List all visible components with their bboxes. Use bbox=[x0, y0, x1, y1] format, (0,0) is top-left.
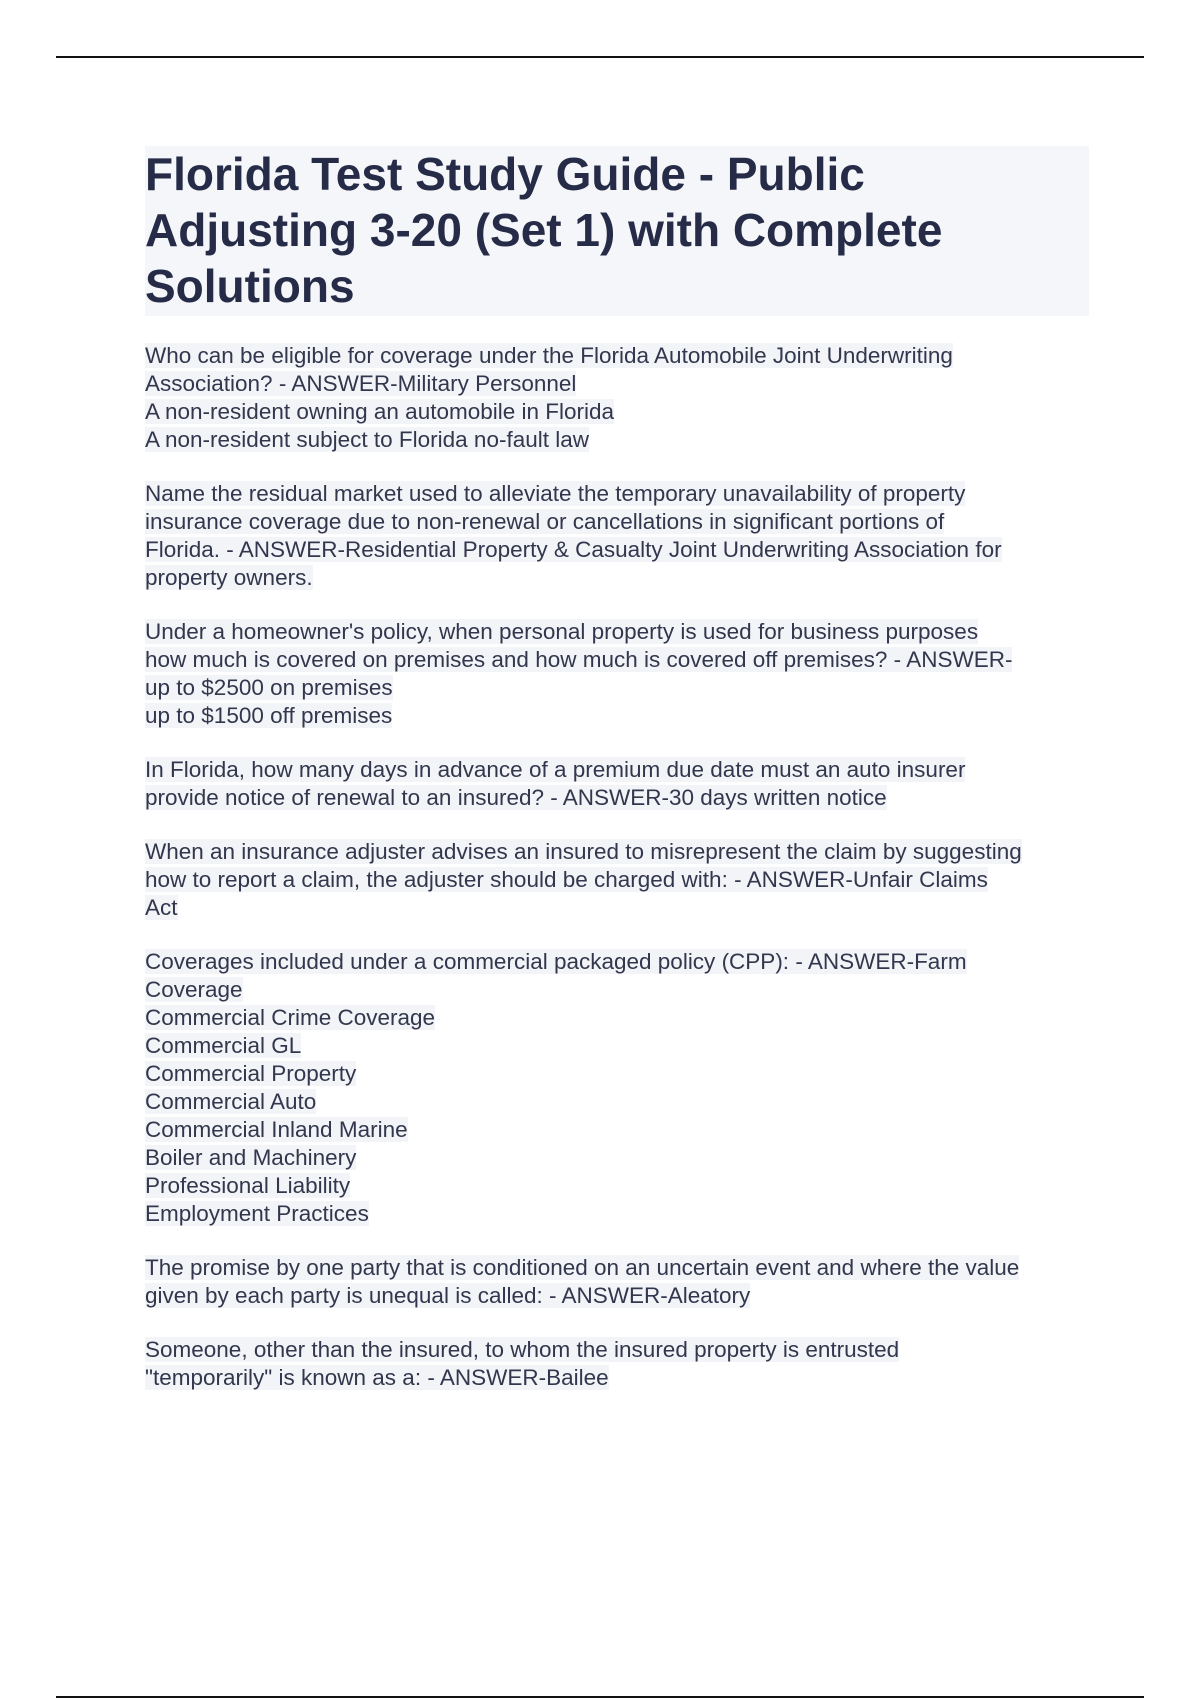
qa-line-text: Coverages included under a commercial packaged policy (CPP): - ANSWER-Farm bbox=[145, 949, 967, 974]
qa-line-text: Commercial Crime Coverage bbox=[145, 1005, 436, 1030]
qa-line-text: property owners. bbox=[145, 565, 313, 590]
qa-line bbox=[145, 508, 1089, 536]
qa-line bbox=[145, 838, 1089, 866]
qa-line bbox=[145, 618, 1089, 646]
qa-line bbox=[145, 1364, 1089, 1392]
qa-line bbox=[145, 1254, 1089, 1282]
qa-item bbox=[145, 948, 1089, 1228]
qa-line-text: Name the residual market used to alleviate the temporary unavailability of property bbox=[145, 481, 966, 506]
qa-line-text: Association? - ANSWER-Military Personnel bbox=[145, 371, 577, 396]
header-rule bbox=[56, 56, 1144, 58]
qa-line bbox=[145, 1088, 1089, 1116]
qa-line-text: Under a homeowner's policy, when personal property is used for business purposes bbox=[145, 619, 979, 644]
qa-item bbox=[145, 480, 1089, 592]
qa-line-text: insurance coverage due to non-renewal or cancellations in significant portions of bbox=[145, 509, 945, 534]
qa-item bbox=[145, 1254, 1089, 1310]
document-title: Florida Test Study Guide - Public Adjusting 3-20 (Set 1) with Complete Solutions bbox=[145, 146, 1089, 316]
qa-item bbox=[145, 756, 1089, 812]
qa-line-text: "temporarily" is known as a: - ANSWER-Bailee bbox=[145, 1365, 609, 1390]
qa-line-text: Commercial Auto bbox=[145, 1089, 317, 1114]
qa-line-text: Employment Practices bbox=[145, 1201, 369, 1226]
qa-line bbox=[145, 1336, 1089, 1364]
qa-line bbox=[145, 866, 1089, 894]
qa-line-text: Who can be eligible for coverage under the Florida Automobile Joint Underwriting bbox=[145, 343, 953, 368]
qa-line bbox=[145, 1032, 1089, 1060]
qa-line bbox=[145, 342, 1089, 370]
qa-line-text: up to $1500 off premises bbox=[145, 703, 393, 728]
qa-line bbox=[145, 480, 1089, 508]
qa-line-text: how to report a claim, the adjuster should be charged with: - ANSWER-Unfair Claims bbox=[145, 867, 988, 892]
qa-item bbox=[145, 1336, 1089, 1392]
qa-line bbox=[145, 702, 1089, 730]
qa-line bbox=[145, 646, 1089, 674]
qa-item bbox=[145, 342, 1089, 454]
qa-line bbox=[145, 756, 1089, 784]
qa-line-text: A non-resident owning an automobile in Florida bbox=[145, 399, 615, 424]
qa-line bbox=[145, 1004, 1089, 1032]
qa-line bbox=[145, 674, 1089, 702]
qa-line bbox=[145, 784, 1089, 812]
qa-line-text: Coverage bbox=[145, 977, 243, 1002]
document-body bbox=[145, 146, 1089, 1392]
qa-line-text: Florida. - ANSWER-Residential Property & Casualty Joint Underwriting Association for bbox=[145, 537, 1002, 562]
qa-line-text: provide notice of renewal to an insured? - ANSWER-30 days written notice bbox=[145, 785, 887, 810]
qa-line-text: Act bbox=[145, 895, 178, 920]
qa-line-text: In Florida, how many days in advance of a premium due date must an auto insurer bbox=[145, 757, 966, 782]
footer-rule bbox=[56, 1696, 1144, 1698]
qa-line bbox=[145, 1282, 1089, 1310]
qa-line bbox=[145, 370, 1089, 398]
qa-line-text: A non-resident subject to Florida no-fault law bbox=[145, 427, 589, 452]
qa-line-text: The promise by one party that is conditioned on an uncertain event and where the value bbox=[145, 1255, 1020, 1280]
qa-line-text: Boiler and Machinery bbox=[145, 1145, 357, 1170]
qa-line bbox=[145, 1200, 1089, 1228]
qa-line-text: how much is covered on premises and how much is covered off premises? - ANSWER- bbox=[145, 647, 1013, 672]
qa-line-text: Professional Liability bbox=[145, 1173, 351, 1198]
qa-line bbox=[145, 1116, 1089, 1144]
qa-line bbox=[145, 1060, 1089, 1088]
qa-line bbox=[145, 948, 1089, 976]
qa-line bbox=[145, 426, 1089, 454]
qa-item bbox=[145, 618, 1089, 730]
qa-line-text: Commercial GL bbox=[145, 1033, 302, 1058]
qa-line-text: Commercial Inland Marine bbox=[145, 1117, 408, 1142]
qa-line bbox=[145, 398, 1089, 426]
qa-line-text: up to $2500 on premises bbox=[145, 675, 393, 700]
qa-list bbox=[145, 342, 1089, 1392]
qa-item bbox=[145, 838, 1089, 922]
qa-line-text: When an insurance adjuster advises an insured to misrepresent the claim by suggesting bbox=[145, 839, 1022, 864]
qa-line bbox=[145, 976, 1089, 1004]
qa-line-text: given by each party is unequal is called: - ANSWER-Aleatory bbox=[145, 1283, 751, 1308]
qa-line bbox=[145, 564, 1089, 592]
qa-line bbox=[145, 894, 1089, 922]
qa-line-text: Someone, other than the insured, to whom the insured property is entrusted bbox=[145, 1337, 900, 1362]
qa-line bbox=[145, 1144, 1089, 1172]
qa-line bbox=[145, 1172, 1089, 1200]
qa-line bbox=[145, 536, 1089, 564]
qa-line-text: Commercial Property bbox=[145, 1061, 357, 1086]
